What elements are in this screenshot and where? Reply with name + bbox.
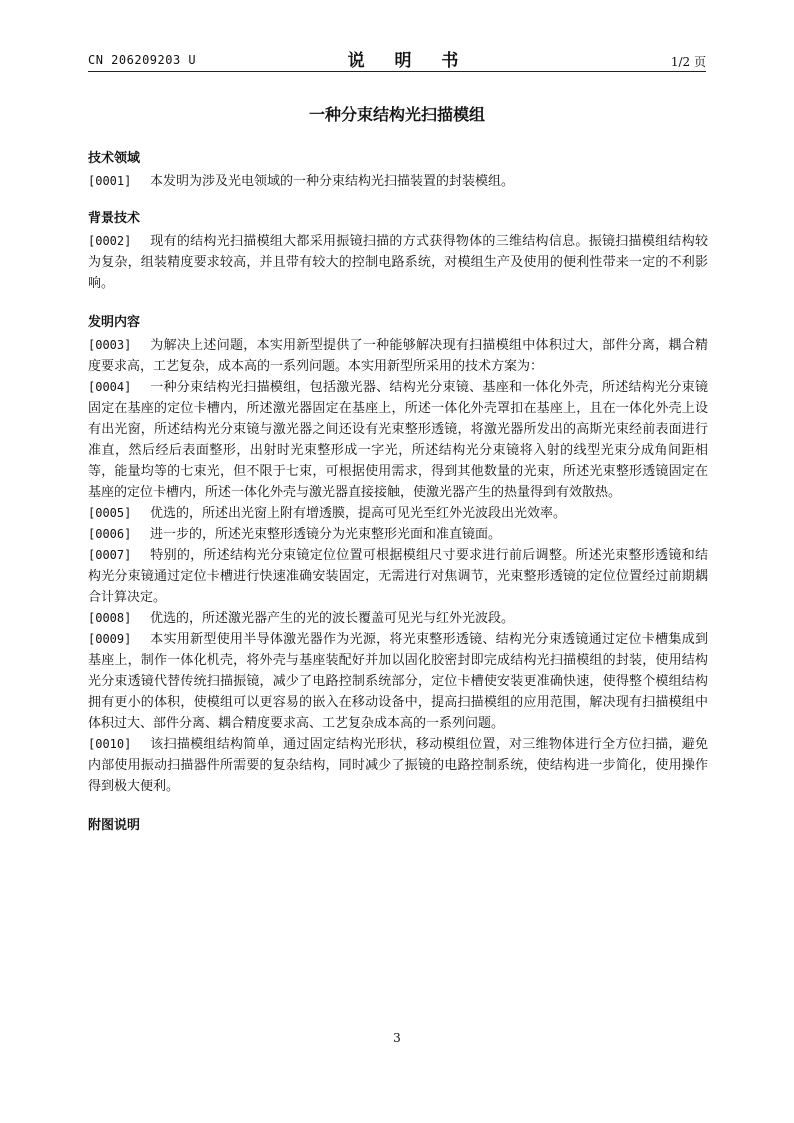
header-divider [88,71,706,72]
paragraph-text: 优选的，所述激光器产生的光的波长覆盖可见光与红外光波段。 [150,611,515,626]
paragraph-0007 [88,545,708,608]
paragraph-0002 [88,231,708,294]
section-heading-background: 背景技术 [88,211,141,226]
paragraph-number: [0007] [88,548,132,562]
section-heading-tech-field: 技术领域 [88,151,141,166]
page-number: 3 [393,1031,401,1045]
paragraph-text: 本发明为涉及光电领域的一种分束结构光扫描装置的封装模组。 [150,174,515,189]
document-type-heading: 说 明 书 [347,51,471,71]
paragraph-0008 [88,608,708,629]
paragraph-0010 [88,734,708,797]
paragraph-text: 现有的结构光扫描模组大都采用振镜扫描的方式获得物体的三维结构信息。振镜扫描模组结构较为复杂，组装精度要求较高，并且带有较大的控制电路系统，对模组生产及使用的便利性带来一定的不利影响。 [88,234,708,291]
paragraph-number: [0002] [88,234,132,248]
paragraph-number: [0005] [88,506,132,520]
paragraph-text: 该扫描模组结构简单，通过固定结构光形状，移动模组位置，对三维物体进行全方位扫描，避免内部使用振动扫描器件所需要的复杂结构，同时减少了振镜的电路控制系统，使结构进一步简化，使用操作得到极大便利。 [88,737,708,794]
paragraph-0009 [88,629,708,734]
paragraph-number: [0004] [88,380,132,394]
paragraph-number: [0010] [88,737,132,751]
paragraph-number: [0001] [88,174,132,188]
page-indicator: 1/2 页 [670,55,706,69]
paragraph-number: [0008] [88,611,132,625]
paragraph-text: 优选的，所述出光窗上附有增透膜，提高可见光至红外光波段出光效率。 [150,506,567,521]
paragraph-number: [0003] [88,338,132,352]
paragraph-text: 为解决上述问题，本实用新型提供了一种能够解决现有扫描模组中体积过大，部件分离，耦合精度要求高，工艺复杂，成本高的一系列问题。本实用新型所采用的技术方案为： [88,338,708,374]
paragraph-text: 进一步的，所述光束整形透镜分为光束整形光面和准直镜面。 [150,527,502,542]
paragraph-number: [0006] [88,527,132,541]
paragraph-0004 [88,377,708,503]
document-body [88,150,708,835]
paragraph-text: 一种分束结构光扫描模组，包括激光器、结构光分束镜、基座和一体化外壳，所述结构光分束镜固定在基座的定位卡槽内，所述激光器固定在基座上，所述一体化外壳罩扣在基座上，且在一体化外壳上设有出光窗，所述结构光分束镜与激光器之间还设有光束整形透镜，将激光器所发出的高斯光束经前表面进行准直，然后经后表面整形，出射时光束整形成一字光，所述结构光分束镜将入射的线型光束分成角间距相等，能量均等的七束光，但不限于七束，可根据使用需求，得到其他数量的光束，所述光束整形透镜固定在基座的定位卡槽内，所述一体化外壳与激光器直接接触，使激光器产生的热量得到有效散热。 [88,380,708,500]
paragraph-0001 [88,171,708,192]
document-title: 一种分束结构光扫描模组 [308,105,485,124]
paragraph-text: 本实用新型使用半导体激光器作为光源，将光束整形透镜、结构光分束透镜通过定位卡槽集成到基座上，制作一体化机壳，将外壳与基座装配好并加以固化胶密封即完成结构光扫描模组的封装，使用结构光分束透镜代替传统扫描振镜，减少了电路控制系统部分，定位卡槽使安装更准确快速，使得整个模组结构拥有更小的体积，使模组可以更容易的嵌入在移动设备中，提高扫描模组的应用范围，解决现有扫描模组中体积过大、部件分离、耦合精度要求高、工艺复杂成本高的一系列问题。 [88,632,708,731]
paragraph-text: 特别的，所述结构光分束镜定位位置可根据模组尺寸要求进行前后调整。所述光束整形透镜和结构光分束镜通过定位卡槽进行快速准确安装固定，无需进行对焦调节，光束整形透镜的定位位置经过前期耦合计算决定。 [88,548,708,605]
section-heading-figures: 附图说明 [88,818,141,833]
paragraph-0003 [88,335,708,377]
section-heading-invention: 发明内容 [88,315,141,330]
paragraph-0006 [88,524,708,545]
patent-number: CN 206209203 U [88,53,197,67]
paragraph-number: [0009] [88,632,132,646]
paragraph-0005 [88,503,708,524]
